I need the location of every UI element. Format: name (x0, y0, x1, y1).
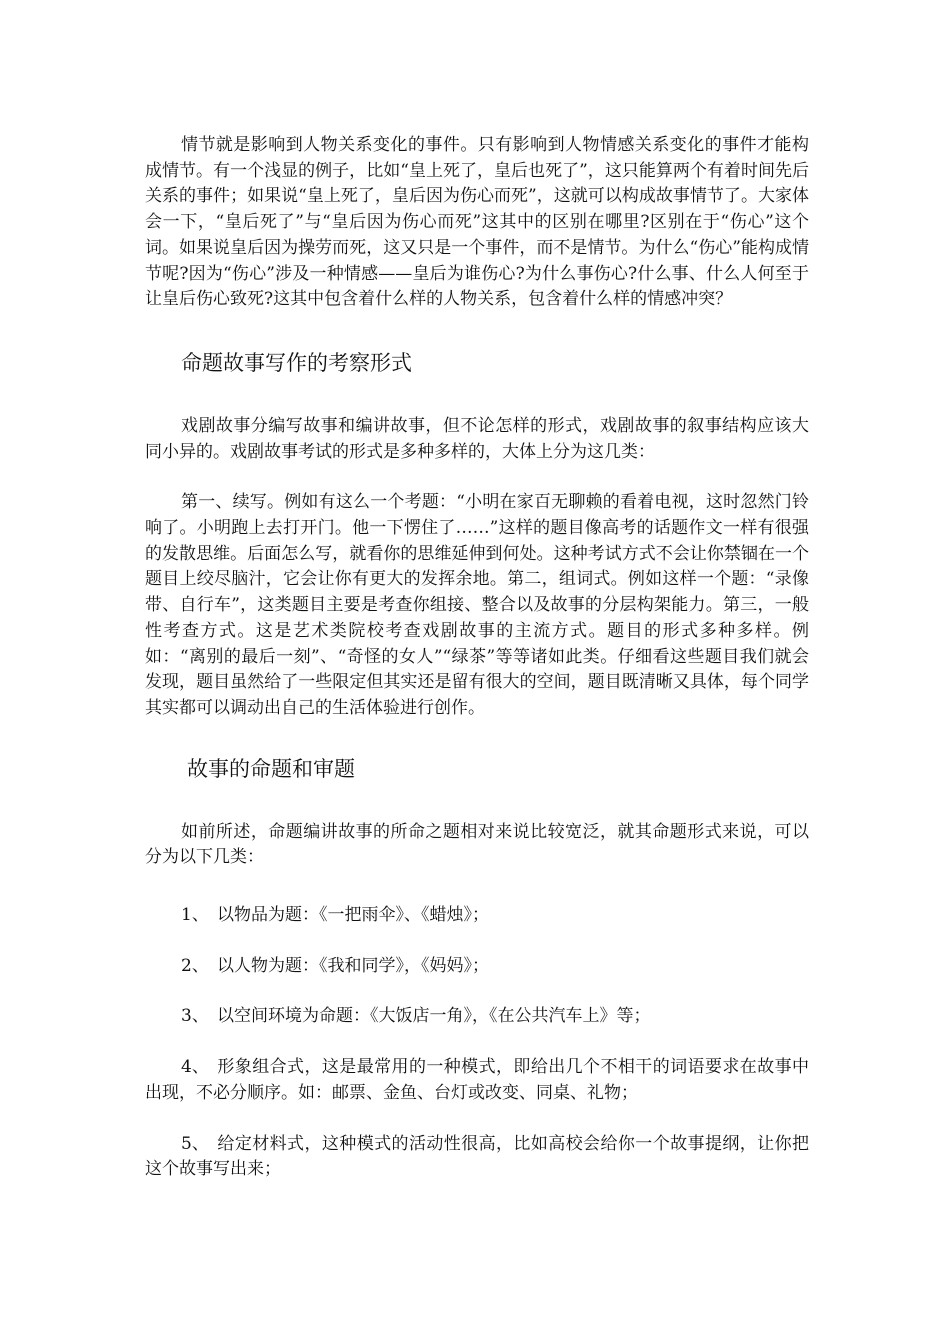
list-item (145, 903, 809, 929)
list-item-number: 2、 (181, 955, 209, 976)
heading-proposition-review: 故事的命题和审题 (187, 756, 355, 781)
list-item-text: 以人物为题：《我和同学》，《妈妈》； (217, 955, 489, 976)
paragraph-plot-definition: 情节就是影响到人物关系变化的事件。只有影响到人物情感关系变化的事件才能构成情节。有一个浅显的例子，比如“皇上死了，皇后也死了”，这只能算两个有着时间先后关系的事件；如果说“皇上死了，皇后因为伤心而死”，这就可以构成故事情节了。大家体会一下，“皇后死了”与“皇后因为伤心而死”这其中的区别在哪里?区别在于“伤心”这个词。如果说皇后因为操劳而死，这又只是一个事件，而不是情节。为什么“伤心”能构成情节呢?因为“伤心”涉及一种情感——皇后为谁伤心?为什么事伤心?什么事、什么人何至于让皇后伤心致死?这其中包含着什么样的人物关系，包含着什么样的情感冲突？ (145, 135, 809, 310)
document-page (145, 133, 809, 1183)
paragraph-proposition-intro: 如前所述，命题编讲故事的所命之题相对来说比较宽泛，就其命题形式来说，可以分为以下几类： (145, 821, 809, 868)
list-item (145, 1132, 809, 1183)
list-item-text: 以空间环境为命题：《大饭店一角》，《在公共汽车上》等； (217, 1006, 651, 1027)
list-item-number: 3、 (181, 1006, 209, 1027)
list-item (145, 1055, 809, 1106)
list-item-number: 4、 (181, 1057, 209, 1078)
list-item-text: 形象组合式，这是最常用的一种模式，即给出几个不相干的词语要求在故事中出现，不必分顺序。如：邮票、金鱼、台灯或改变、同桌、礼物； (145, 1057, 809, 1103)
list-item (145, 954, 809, 980)
list-item (145, 1004, 809, 1030)
paragraph-drama-story-forms: 戏剧故事分编写故事和编讲故事，但不论怎样的形式，戏剧故事的叙事结构应该大同小异的。戏剧故事考试的形式是多种多样的，大体上分为这几类： (145, 415, 809, 462)
list-item-number: 1、 (181, 905, 209, 926)
list-item-text: 以物品为题：《一把雨伞》、《蜡烛》； (217, 905, 489, 926)
heading-exam-forms: 命题故事写作的考察形式 (181, 350, 412, 375)
list-item-number: 5、 (181, 1133, 209, 1154)
list-item-text: 给定材料式，这种模式的活动性很高，比如高校会给你一个故事提纲，让你把这个故事写出来； (145, 1133, 809, 1180)
paragraph-exam-types: 第一、续写。例如有这么一个考题：“小明在家百无聊赖的看着电视，这时忽然门铃响了。小明跑上去打开门。他一下愣住了……”这样的题目像高考的话题作文一样有很强的发散思维。后面怎么写，就看你的思维延伸到何处。这种考试方式不会让你禁锢在一个题目上绞尽脑汁，它会让你有更大的发挥余地。第二，组词式。例如这样一个题：“录像带、自行车”，这类题目主要是考查你组接、整合以及故事的分层构架能力。第三，一般性考查方式。这是艺术类院校考查戏剧故事的主流方式。题目的形式多种多样。例如：“离别的最后一刻”、“奇怪的女人”“绿茶”等等诸如此类。仔细看这些题目我们就会发现，题目虽然给了一些限定但其实还是留有很大的空间，题目既清晰又具体，每个同学其实都可以调动出自己的生活体验进行创作。 (145, 492, 809, 718)
